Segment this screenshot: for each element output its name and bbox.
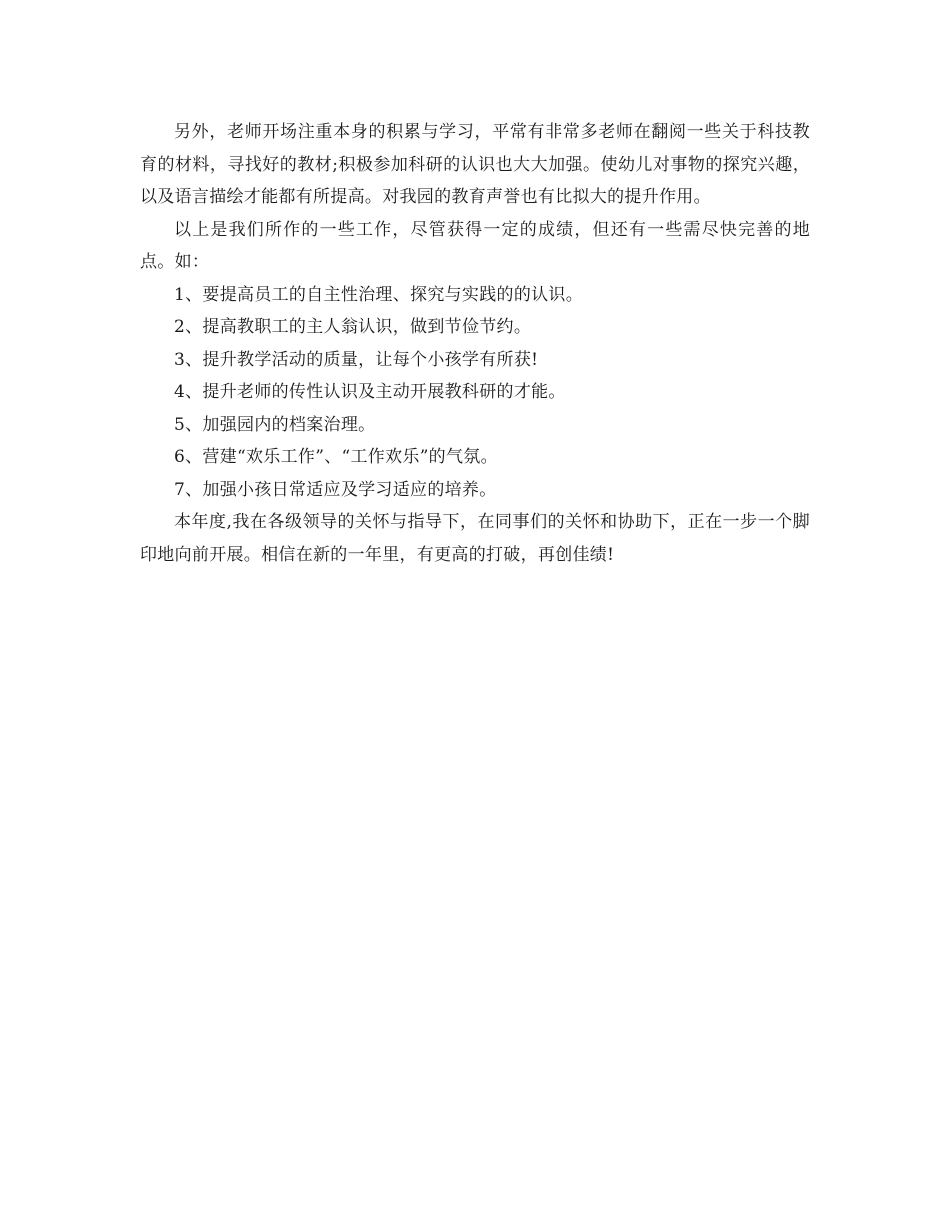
- list-item: 5、加强园内的档案治理。: [174, 414, 376, 435]
- list-item: 7、加强小孩日常适应及学习适应的培养。: [174, 479, 497, 500]
- paragraph-summary-intro: 以上是我们所作的一些工作，尽管获得一定的成绩，但还有一些需尽快完善的地点。如：: [140, 219, 810, 272]
- document-body: [140, 116, 810, 571]
- list-item: 6、营建“欢乐工作”、“工作欢乐”的气氛。: [174, 447, 498, 467]
- list-item: 2、提高教职工的主人翁认识，做到节俭节约。: [174, 317, 532, 337]
- paragraph-teacher-learning: 另外，老师开场注重本身的积累与学习，平常有非常多老师在翻阅一些关于科技教育的材料，寻找好的教材;积极参加科研的认识也大大加强。使幼儿对事物的探究兴趣，以及语言描绘才能都有所提高。对我园的教育声誉也有比拟大的提升作用。: [140, 122, 810, 207]
- list-item: 4、提升老师的传性认识及主动开展教科研的才能。: [174, 382, 566, 402]
- list-item: 3、提升教学活动的质量，让每个小孩学有所获!: [174, 349, 539, 370]
- list-item: 1、要提高员工的自主性治理、探究与实践的的认识。: [174, 284, 584, 305]
- paragraph-closing: 本年度,我在各级领导的关怀与指导下，在同事们的关怀和协助下，正在一步一个脚印地向前开展。相信在新的一年里，有更高的打破，再创佳绩!: [140, 512, 810, 565]
